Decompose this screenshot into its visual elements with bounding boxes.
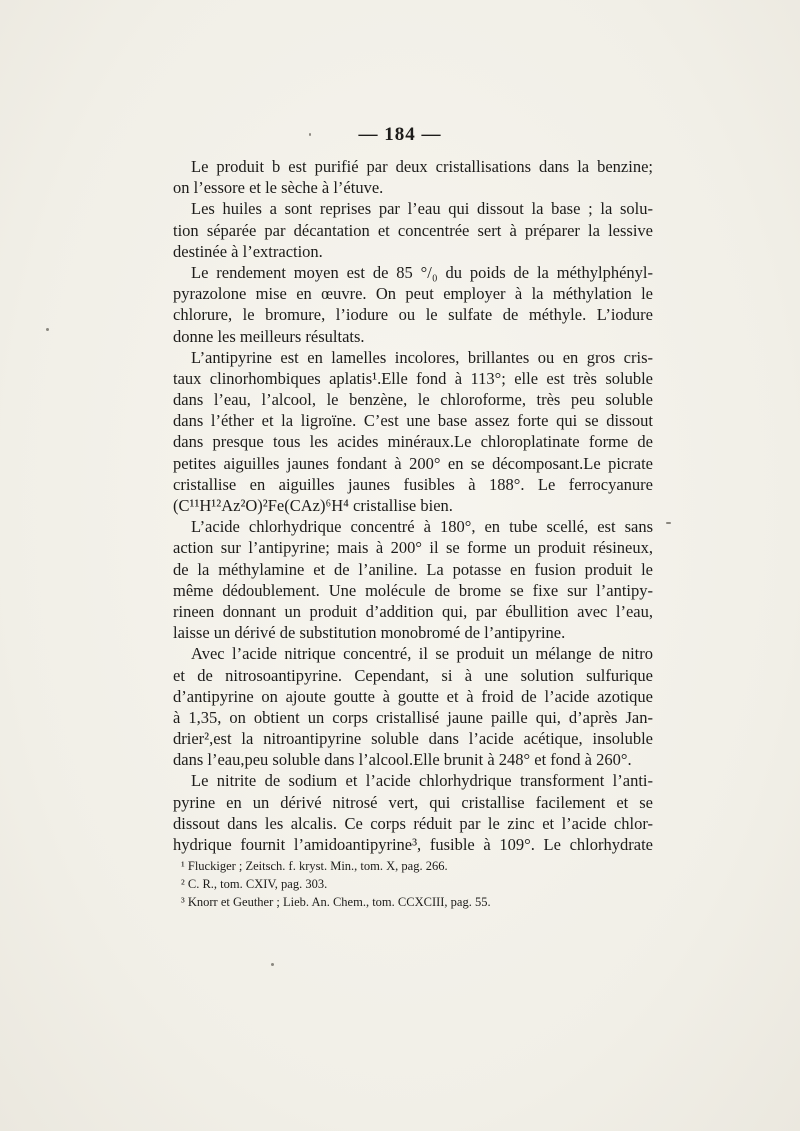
print-speck [271,963,274,966]
footnote: ³ Knorr et Geuther ; Lieb. An. Chem., tom. CCXCIII, pag. 55. [181,895,491,909]
text-line: dans l’éther et la ligroïne. C’est une base assez forte qui se dissout [173,411,653,431]
text-line: Le nitrite de sodium et l’acide chlorhydrique transforment l’anti- [191,771,653,791]
print-speck [46,328,49,331]
text-line: dissout dans les alcalis. Ce corps réduit par le zinc et l’acide chlor- [173,813,653,833]
text-line: Le produit b est purifié par deux cristallisations dans la benzine; [191,157,653,176]
text-line: pyrine en un dérivé nitrosé vert, qui cristallise facilement et se [173,792,653,812]
text-line: laisse un dérivé de substitution monobromé de l’antipyrine. [173,623,566,643]
footnote: ¹ Fluckiger ; Zeitsch. f. kryst. Min., tom. X, pag. 266. [181,859,448,873]
footnote: ² C. R., tom. CXIV, pag. 303. [181,877,328,891]
text-line: drier²,est la nitroantipyrine soluble dans l’acide acétique, insoluble [173,729,653,749]
footnotes [181,857,621,911]
text-line: Le rendement moyen est de 85 °/₀ du poids de la méthylphényl- [191,262,653,282]
text-line: de la méthylamine et de l’aniline. La potasse en fusion produit le [173,559,653,579]
text-line: rineen donnant un produit d’addition qui, par ébullition avec l’eau, [173,601,653,621]
text-line: action sur l’antipyrine; mais à 200° il se forme un produit résineux, [173,538,653,558]
text-line: dans l’eau, l’alcool, le benzène, le chloroforme, très peu soluble [173,390,653,410]
page-number: — 184 — [358,124,442,145]
print-speck [309,133,311,136]
text-line: destinée à l’extraction. [173,241,323,261]
text-line: d’antipyrine on ajoute goutte à goutte et à froid de l’acide azotique [173,686,653,706]
text-line: L’antipyrine est en lamelles incolores, brillantes ou en gros cris- [191,347,653,367]
body-text [173,156,653,855]
text-line: dans l’eau,peu soluble dans l’alcool.Elle brunit à 248° et fond à 260°. [173,750,632,770]
text-line: L’acide chlorhydrique concentré à 180°, en tube scellé, est sans [191,517,653,537]
print-speck [666,522,671,524]
text-line: dans presque tous les acides minéraux.Le chloroplatinate forme de [173,432,653,452]
text-line: (C¹¹H¹²Az²O)²Fe(CAz)⁶H⁴ cristallise bien. [173,496,453,515]
text-line: cristallise en aiguilles jaunes fusibles à 188°. Le ferrocyanure [173,474,653,494]
text-line: pyrazolone mise en œuvre. On peut employer à la méthylation le [173,284,653,304]
text-line: Les huiles a sont reprises par l’eau qui dissout la base ; la solu- [191,199,653,219]
text-line: petites aiguilles jaunes fondant à 200° en se décomposant.Le picrate [173,453,653,473]
text-line: et de nitrosoantipyrine. Cependant, si à une solution sulfurique [173,665,653,685]
text-line: à 1,35, on obtient un corps cristallisé jaune paille qui, d’après Jan- [173,707,653,727]
text-line: taux clinorhombiques aplatis¹.Elle fond à 113°; elle est très soluble [173,368,653,388]
text-line: chlorure, le bromure, l’iodure ou le sulfate de méthyle. L’iodure [173,305,653,325]
text-line: Avec l’acide nitrique concentré, il se produit un mélange de nitro [191,644,653,664]
text-line: tion séparée par décantation et concentrée sert à préparer la lessive [173,220,653,240]
text-line: même dédoublement. Une molécule de brome se fixe sur l’antipy- [173,580,653,600]
text-line: hydrique fournit l’amidoantipyrine³, fusible à 109°. Le chlorhydrate [173,835,653,854]
text-line: on l’essore et le sèche à l’étuve. [173,178,384,198]
text-line: donne les meilleurs résultats. [173,326,365,346]
